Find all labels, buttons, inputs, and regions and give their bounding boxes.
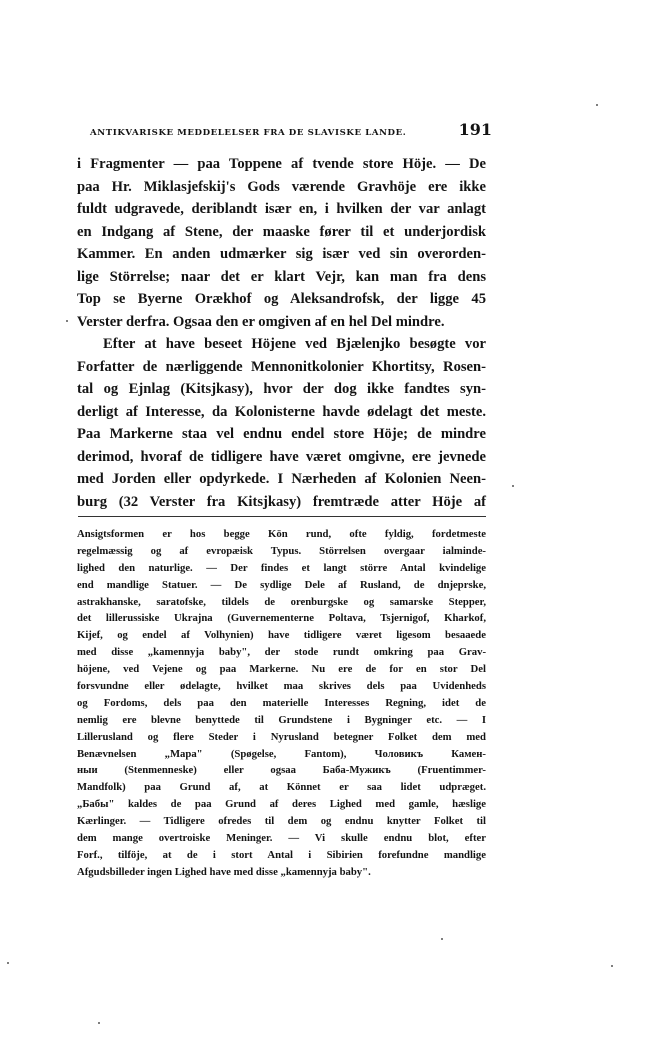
footnote-line: end mandlige Statuer. — De sydlige Dele af Rusland, de dnjeprske, <box>77 578 486 591</box>
text-line: lige Störrelse; naar det er klart Vejr, kan man fra dens <box>77 268 486 285</box>
paper-speck <box>66 320 68 322</box>
paper-speck <box>7 962 9 964</box>
text-line: Efter at have beseet Höjene ved Bjælenjko besøgte vor <box>103 336 486 352</box>
footnote-line: Lillerusland og flere Steder i Nyrusland betegner Folket dem med <box>77 730 486 743</box>
text-line: paa Hr. Miklasjefskij's Gods værende Gravhöje ere ikke <box>77 178 486 195</box>
footnote-line: Kijef, og endel af Volhynien) have tidligere været ligesom besaaede <box>77 629 486 642</box>
footnote-line: Benævnelsen „Мара" (Spøgelse, Fantom), Чоловикъ Камен- <box>77 747 486 760</box>
footnote-line: regelmæssig og af evropæisk Typus. Störrelsen overgaar ialminde- <box>77 544 486 557</box>
footnote-line: Ansigtsformen er hos begge Kön rund, ofte fyldig, fordetmeste <box>77 528 486 540</box>
text-line: Forfatter de nærliggende Mennonitkolonier Khortitsy, Rosen- <box>77 358 486 375</box>
footnote-line: og Fordoms, dels paa den materielle Interesses Regning, idet de <box>77 696 486 709</box>
footnote-line: det lillerussiske Ukrajna (Guvernementerne Poltava, Tsjernigof, Kharkof, <box>77 612 486 625</box>
footnote-rule <box>78 516 486 517</box>
paper-speck <box>611 965 613 967</box>
footnote-line: dem mange overtroiske Meninger. — Vi skulle endnu blot, efter <box>77 832 486 845</box>
footnote-line: Kærlinger. — Tidligere ofredes til dem og endnu knytter Folket til <box>77 815 486 828</box>
footnote-line: nemlig ere blevne benyttede til Grundstene i Bygninger etc. — I <box>77 713 486 726</box>
footnote-line: höjene, ved Vejene og paa Markerne. Nu ere de for en stor Del <box>77 663 486 676</box>
text-line: derimod, hvoraf de tidligere have været omgivne, ere jevnede <box>77 448 486 465</box>
running-title: ANTIKVARISKE MEDDELELSER FRA DE SLAVISKE LANDE. <box>90 128 407 138</box>
footnote-line: „Бабы" kaldes de paa Grund af deres Lighed med gamle, hæslige <box>77 798 486 811</box>
text-line: Top se Byerne Orækhof og Aleksandrofsk, der ligge 45 <box>77 291 486 307</box>
footnote-line: forsvundne eller ødelagte, hvilket maa skrives dels paa Uvidenheds <box>77 680 486 693</box>
paper-speck <box>596 104 598 106</box>
text-line: med Jorden eller opdyrkede. I Nærheden af Kolonien Neen- <box>77 471 486 487</box>
text-line: burg (32 Verster fra Kitsjkasy) fremtræde atter Höje af <box>77 493 486 510</box>
text-line: derligt af Interesse, da Kolonisterne havde ødelagt det meste. <box>77 403 486 420</box>
footnote-line: astrakhanske, saratofske, tildels de orenburgske og samarske Stepper, <box>77 595 486 608</box>
text-line: Verster derfra. Ogsaa den er omgiven af en hel Del mindre. <box>77 313 445 330</box>
page-header <box>76 120 492 142</box>
footnote-line: Mandfolk) paa Grund af, at Könnet er saa lidet udpræget. <box>77 781 486 794</box>
footnote-line: Forf., tilföje, at de i stort Antal i Sibirien forefundne mandlige <box>77 848 486 861</box>
text-line: Paa Markerne staa vel endnu endel store Höje; de mindre <box>77 426 486 442</box>
paper-speck <box>441 938 443 940</box>
main-text <box>77 153 486 513</box>
text-line: en Indgang af Stene, der maaske fører til et underjordisk <box>77 223 486 240</box>
text-line: tal og Ejnlag (Kitsjkasy), hvor der dog ikke fandtes syn- <box>77 381 486 397</box>
footnote-text <box>77 526 486 881</box>
footnote-line: lighed den naturlige. — Der findes et langt större Antal kvindelige <box>77 561 486 574</box>
text-line: fuldt udgravede, deriblandt især en, i hvilken der var anlagt <box>77 201 486 217</box>
page-number: 191 <box>458 120 492 139</box>
footnote-line: ныи (Stenmenneske) eller ogsaa Баба-Мужикъ (Fruentimmer- <box>77 764 486 777</box>
text-line: i Fragmenter — paa Toppene af tvende store Höje. — De <box>77 156 486 172</box>
footnote-line: Afgudsbilleder ingen Lighed have med disse „kamennyja baby". <box>77 865 371 878</box>
footnote-line: med disse „kamennyja baby", der stode rundt omkring paa Grav- <box>77 646 486 659</box>
text-line: Kammer. En anden udmærker sig især ved sin overorden- <box>77 246 486 262</box>
paper-speck <box>98 1022 100 1024</box>
paper-speck <box>512 485 514 487</box>
